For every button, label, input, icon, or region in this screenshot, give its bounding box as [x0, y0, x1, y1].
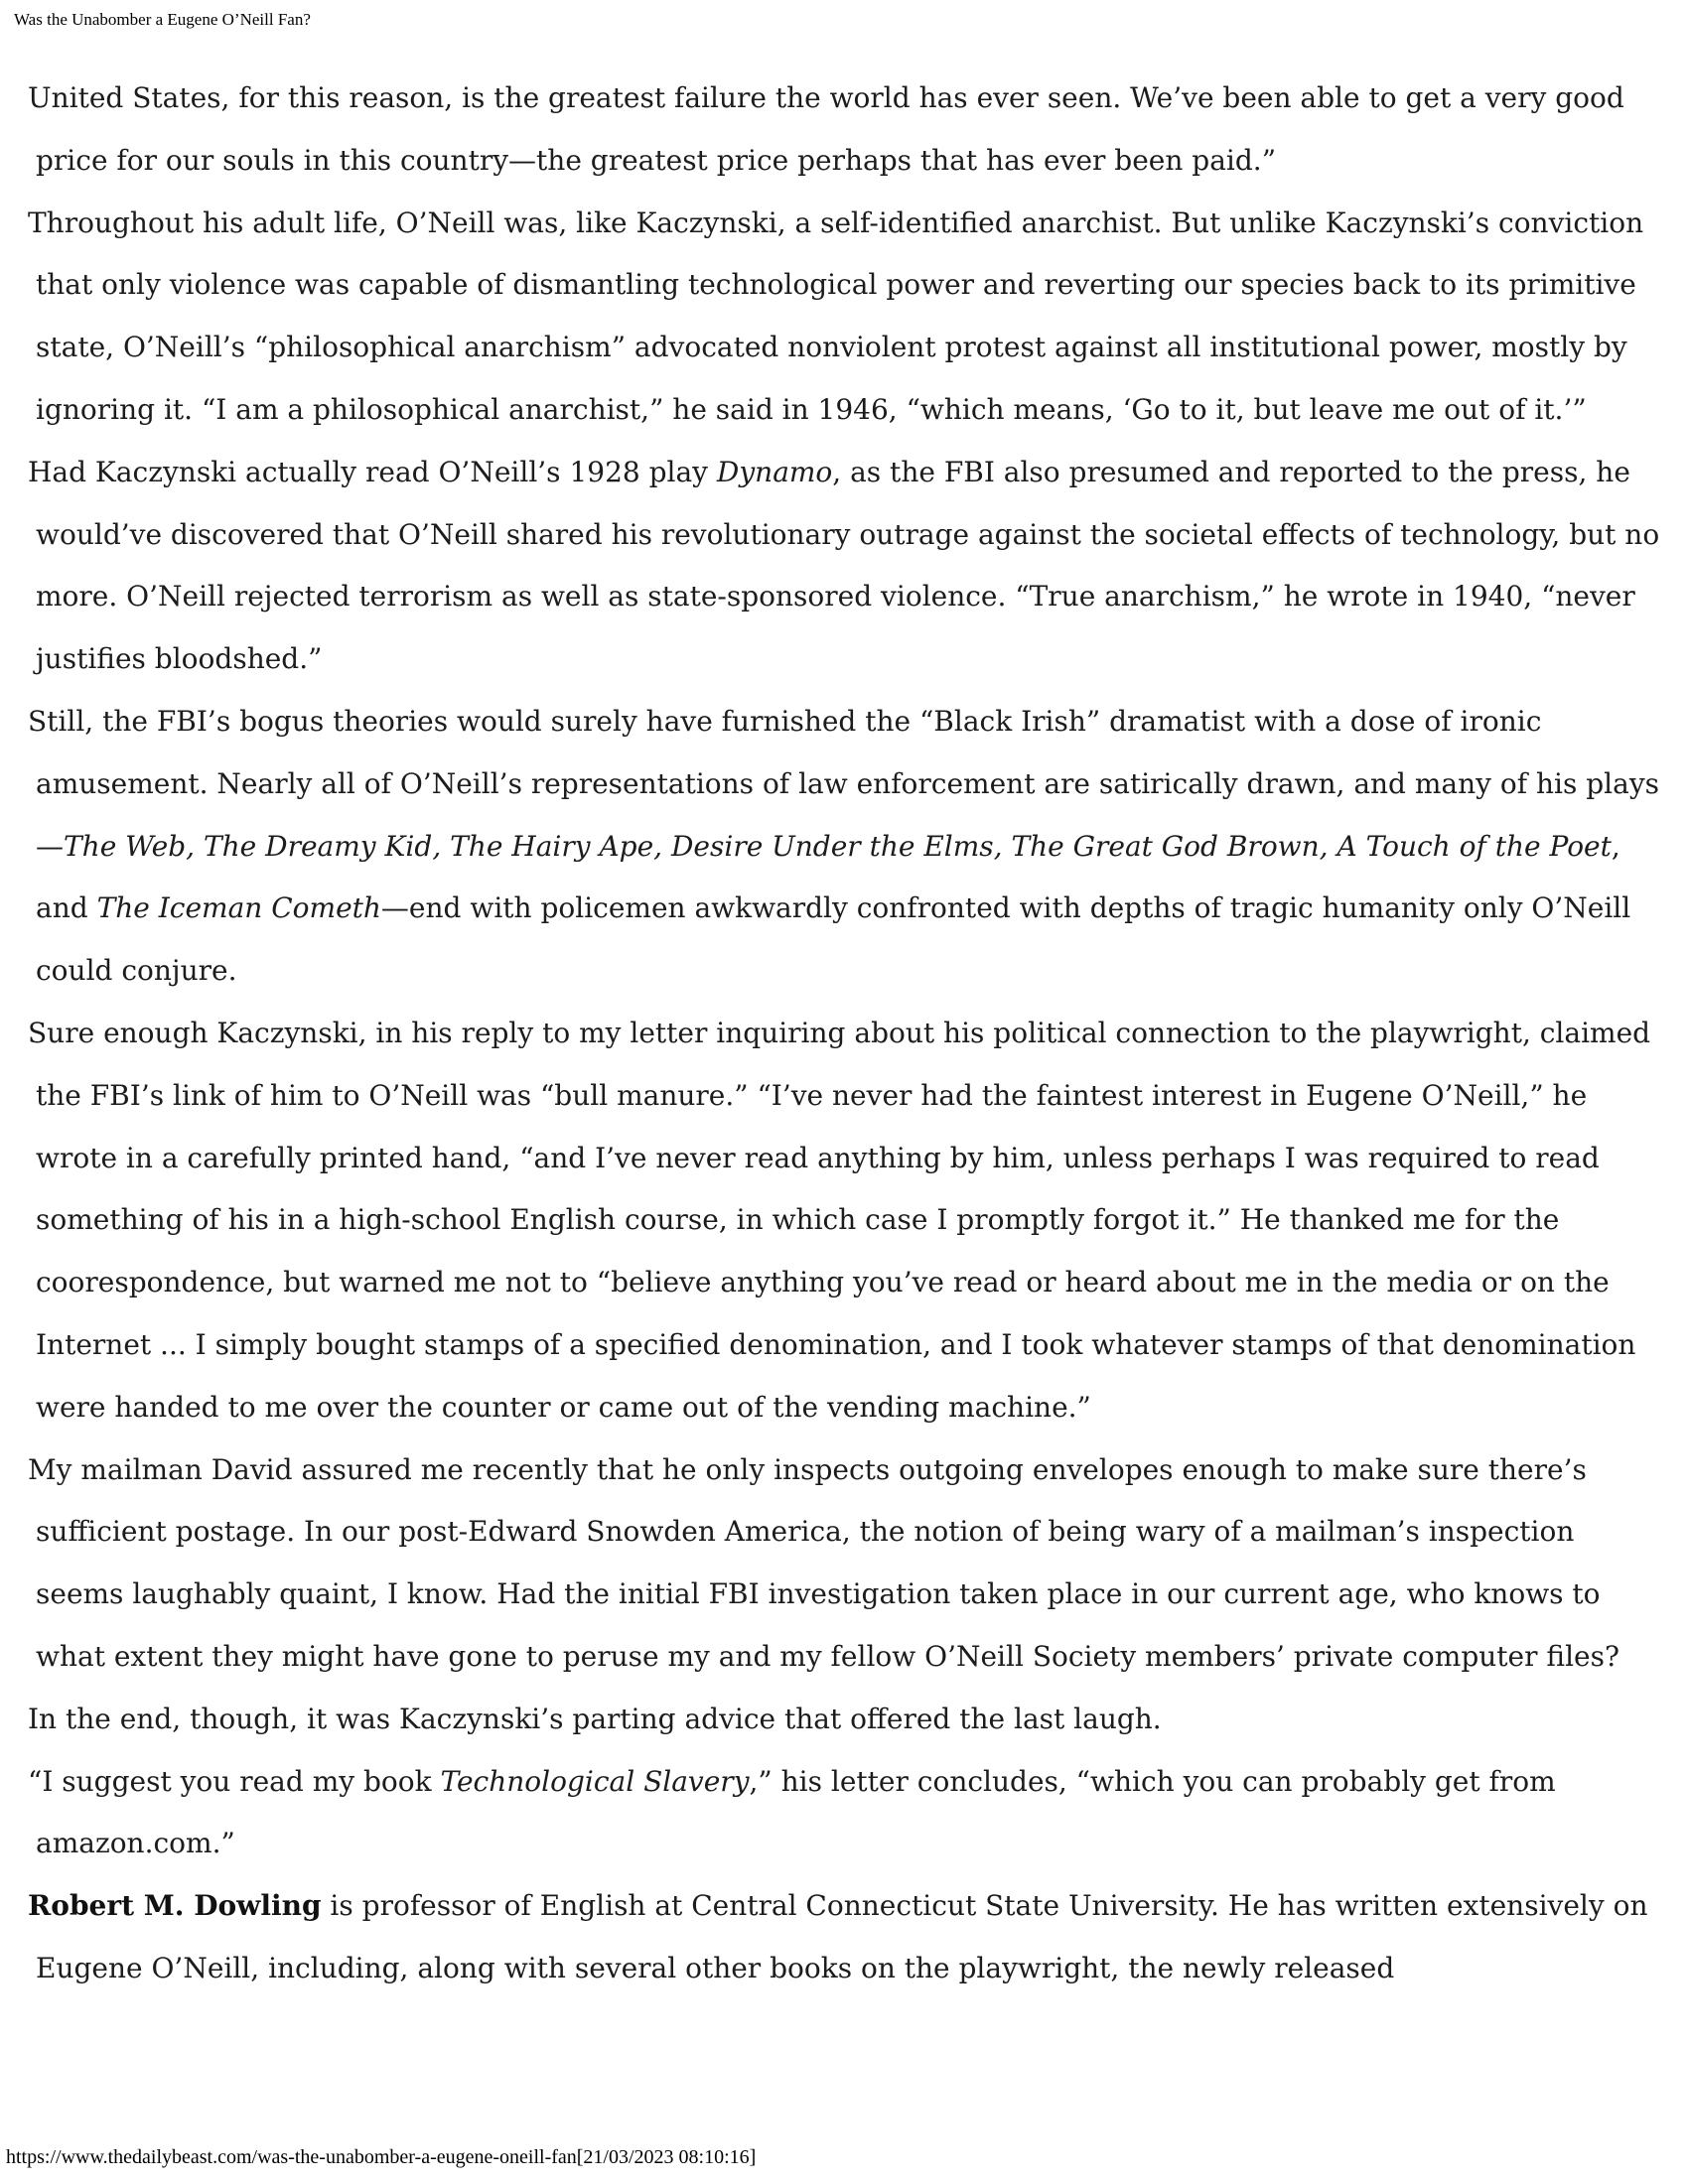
paragraph-text: , and: [36, 829, 1620, 925]
article-paragraph: [28, 1875, 1666, 2000]
paragraph-text: Throughout his adult life, O’Neill was, like Kaczynski, a self-identified anarchist. But unlike Kaczynski’s conviction that only violence was capable of dismantling technological power and reverting our species back to its primitive state, O’Neill’s “philosophical anarchism” advocated nonviolent protest against all institutional power, mostly by ignoring it. “I am a philosophical anarchist,” he said in 1946, “which means, ‘Go to it, but leave me out of it.’”: [28, 205, 1644, 426]
article-paragraph: [28, 68, 1666, 193]
paragraph-text: —end with policemen awkwardly confronted with depths of tragic humanity only O’Neill could conjure.: [36, 891, 1631, 988]
paragraph-text: “I suggest you read my book: [28, 1764, 441, 1798]
paragraph-text: , as the FBI also presumed and reported to the press, he would’ve discovered that O’Neill shared his revolutionary outrage against the societal effects of technology, but no more. O’Neill rejected terrorism as well as state-sponsored violence. “True anarchism,” he wrote in 1940, “never justifies bloodshed.”: [36, 455, 1660, 676]
article-paragraph: [28, 1439, 1666, 1689]
paragraph-text: My mailman David assured me recently that he only inspects outgoing envelopes enough to make sure there’s sufficient postage. In our post-Edward Snowden America, the notion of being wary of a mailman’s inspection seems laughably quaint, I know. Had the initial FBI investigation taken place in our current age, who knows to what extent they might have gone to peruse my and my fellow O’Neill Society members’ private computer files?: [28, 1452, 1619, 1673]
italic-title: The Iceman Cometh: [96, 891, 381, 925]
article-paragraph: [28, 442, 1666, 691]
running-footer-url: https://www.thedailybeast.com/was-the-unabomber-a-eugene-oneill-fan[21/03/2023 08:10:16]: [6, 2146, 757, 2168]
paragraph-text: ,” his letter concludes, “which you can probably get from amazon.com.”: [36, 1764, 1556, 1860]
paragraph-text: Had Kaczynski actually read O’Neill’s 1928 play: [28, 455, 717, 488]
author-name: Robert M. Dowling: [28, 1889, 322, 1923]
article-paragraph: [28, 1751, 1666, 1876]
article-body: [28, 68, 1666, 2000]
italic-title: Technological Slavery: [440, 1764, 750, 1798]
running-header-title: Was the Unabomber a Eugene O’Neill Fan?: [14, 10, 311, 29]
paragraph-text: Sure enough Kaczynski, in his reply to my letter inquiring about his political connection to the playwright, claimed the FBI’s link of him to O’Neill was “bull manure.” “I’ve never had the faintest interest in Eugene O’Neill,” he wrote in a carefully printed hand, “and I’ve never read anything by him, unless perhaps I was required to read something of his in a high-school English course, in which case I promptly forgot it.” He thanked me for the coorespondence, but warned me not to “believe anything you’ve read or heard about me in the media or on the Internet ... I simply bought stamps of a specified denomination, and I took whatever stamps of that denomination were handed to me over the counter or came out of the vending machine.”: [28, 1016, 1651, 1424]
article-paragraph: [28, 1003, 1666, 1439]
paragraph-text: is professor of English at Central Connecticut State University. He has written extensively on Eugene O’Neill, including, along with several other books on the playwright, the newly released: [36, 1889, 1648, 1984]
article-paragraph: [28, 193, 1666, 442]
article-paragraph: [28, 1689, 1666, 1751]
article-paragraph: [28, 691, 1666, 1003]
italic-title: Dynamo: [716, 455, 833, 488]
italic-title: The Web, The Dreamy Kid, The Hairy Ape, Desire Under the Elms, The Great God Brown, A Touch of the Poet: [64, 829, 1612, 863]
paragraph-text: In the end, though, it was Kaczynski’s parting advice that offered the last laugh.: [28, 1702, 1162, 1735]
paragraph-text: Still, the FBI’s bogus theories would surely have furnished the “Black Irish” dramatist with a dose of ironic amusement. Nearly all of O’Neill’s representations of law enforcement are satirically drawn, and many of his plays—: [28, 704, 1660, 863]
paragraph-text: United States, for this reason, is the greatest failure the world has ever seen. We’ve been able to get a very good price for our souls in this country—the greatest price perhaps that has ever been paid.”: [28, 81, 1624, 177]
